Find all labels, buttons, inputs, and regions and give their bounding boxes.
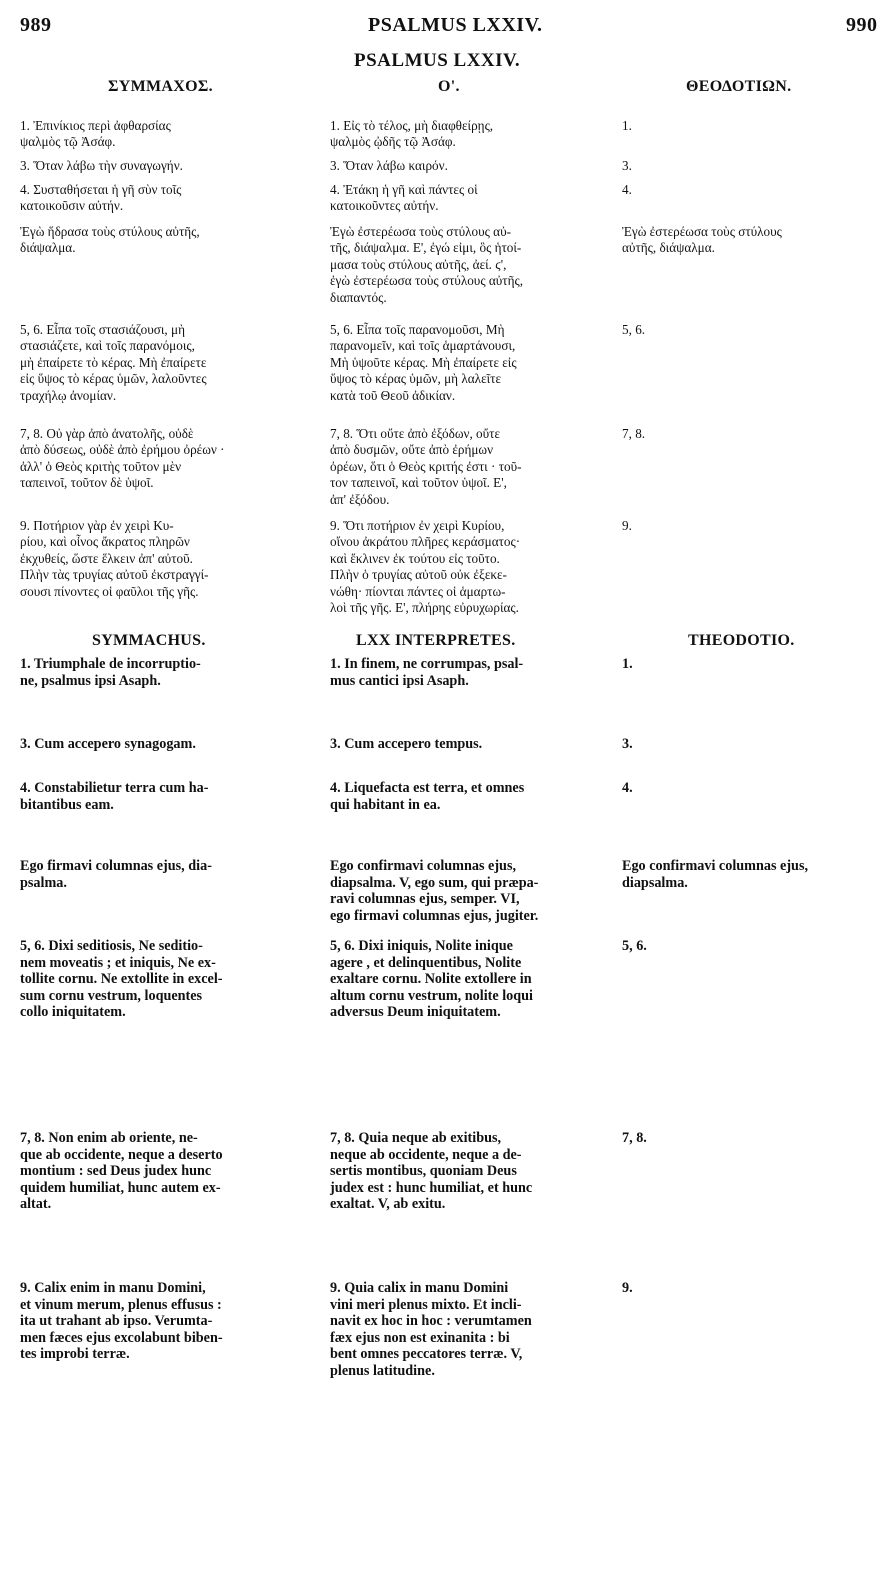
latin-lxx-verse-4: 4. Liquefacta est terra, et omnes qui habitant in ea. bbox=[330, 780, 525, 813]
greek-symmachus-diapsalma: Ἐγὼ ἥδρασα τοὺς στύλους αὐτῆς, διάψαλμα. bbox=[20, 224, 200, 256]
latin-lxx-verse-3: 3. Cum accepero tempus. bbox=[330, 736, 483, 752]
latin-symmachus-verse-1: 1. Triumphale de incorruptio- ne, psalmus ipsi Asaph. bbox=[20, 656, 201, 689]
greek-theodotion-verse-9: 9. bbox=[622, 518, 632, 533]
greek-lxx-verse-4: 4. Ἐτάκη ἡ γῆ καὶ πάντες οἱ κατοικοῦντες αὐτήν. bbox=[330, 182, 478, 214]
greek-symmachus-verse-1: 1. Ἐπινίκιος περὶ ἀφθαρσίας ψαλμὸς τῷ Ἀσάφ. bbox=[20, 118, 171, 150]
greek-symmachus-verse-3: 3. Ὅταν λάβω τὴν συναγωγήν. bbox=[20, 158, 183, 173]
page-number-left: 989 bbox=[20, 14, 52, 36]
greek-lxx-diapsalma: Ἐγὼ ἐστερέωσα τοὺς στύλους αὐ- τῆς, διάψαλμα. Ε', ἐγώ εἰμι, ὃς ἡτοί- μασα τοὺς στύλους αὐτῆς, ἀεί. ϛ', ἐγὼ ἐστερέωσα τοὺς στύλους αὐτῆς, διαπαντός. bbox=[330, 224, 524, 305]
latin-symmachus-verse-5-6: 5, 6. Dixi seditiosis, Ne seditio- nem moveatis ; et iniquis, Ne ex- tollite cornu. Ne extollite in excel- sum cornu vestrum, loquentes collo iniquitatem. bbox=[20, 938, 223, 1021]
latin-symmachus-verse-4: 4. Constabilietur terra cum ha- bitantibus eam. bbox=[20, 780, 209, 813]
latin-lxx-verse-1: 1. In finem, ne corrumpas, psal- mus cantici ipsi Asaph. bbox=[330, 656, 524, 689]
greek-symmachus-verse-7-8: 7, 8. Οὐ γὰρ ἀπὸ ἀνατολῆς, οὐδὲ ἀπὸ δύσεως, οὐδὲ ἀπὸ ἐρήμου ὀρέων · ἀλλ' ὁ Θεὸς κριτὴς τοῦτον μὲν ταπεινοῖ, τοῦτον δὲ ὑψοῖ. bbox=[20, 426, 225, 491]
latin-theodotion-verse-1: 1. bbox=[622, 656, 633, 672]
greek-lxx-verse-9: 9. Ὅτι ποτήριον ἐν χειρὶ Κυρίου, οἴνου ἀκράτου πλῆρες κεράσματος· καὶ ἔκλινεν ἐκ τούτου εἰς τοῦτο. Πλὴν ὁ τρυγίας αὐτοῦ οὐκ ἐξεκε- νώθη· πίονται πάντες οἱ ἁμαρτω- λοὶ τῆς γῆς. Ε', πλήρης εὐρυχωρίας. bbox=[330, 518, 521, 616]
latin-theodotion-verse-3: 3. bbox=[622, 736, 633, 752]
latin-symmachus-verse-3: 3. Cum accepero synagogam. bbox=[20, 736, 196, 752]
latin-header-symmachus: SYMMACHUS. bbox=[92, 632, 206, 649]
latin-lxx-verse-5-6: 5, 6. Dixi iniquis, Nolite inique agere , et delinquentibus, Nolite exaltare cornu. Nolite extollere in altum cornu vestrum, nolite loqui adversus Deum iniquitatem. bbox=[330, 938, 533, 1021]
greek-symmachus-verse-9: 9. Ποτήριον γὰρ ἐν χειρὶ Κυ- ρίου, καὶ οἶνος ἄκρατος πληρῶν ἐκχυθείς, ὥστε ἕλκειν ἀπ' αὐτοῦ. Πλὴν τὰς τρυγίας αὐτοῦ ἐκστραγγί- σουσι πίνοντες οἱ φαῦλοι τῆς γῆς. bbox=[20, 518, 209, 599]
greek-symmachus-verse-5-6: 5, 6. Εἶπα τοῖς στασιάζουσι, μὴ στασιάζετε, καὶ τοῖς παρανόμοις, μὴ ἐπαίρετε τὸ κέρας. Μὴ ἐπαίρετε εἰς ὕψος τὸ κέρας ὑμῶν, λαλοῦντες τραχήλῳ ἀνομίαν. bbox=[20, 322, 207, 403]
greek-header-lxx: Ο'. bbox=[438, 78, 460, 95]
greek-symmachus-verse-4: 4. Συσταθήσεται ἡ γῆ σὺν τοῖς κατοικοῦσιν αὐτήν. bbox=[20, 182, 182, 214]
greek-lxx-verse-7-8: 7, 8. Ὅτι οὔτε ἀπὸ ἐξόδων, οὔτε ἀπὸ δυσμῶν, οὔτε ἀπὸ ἐρήμων ὀρέων, ὅτι ὁ Θεὸς κριτής ἐστι · τοῦ- τον ταπεινοῖ, καὶ τοῦτον ὑψοῖ. Ε', ἀπ' ἐξόδου. bbox=[330, 426, 522, 507]
greek-theodotion-verse-7-8: 7, 8. bbox=[622, 426, 646, 441]
greek-theodotion-verse-1: 1. bbox=[622, 118, 632, 133]
latin-theodotion-verse-7-8: 7, 8. bbox=[622, 1130, 647, 1146]
page-number-right: 990 bbox=[846, 14, 878, 36]
latin-header-lxx: LXX INTERPRETES. bbox=[356, 632, 516, 649]
latin-theodotion-diapsalma: Ego confirmavi columnas ejus, diapsalma. bbox=[622, 858, 809, 891]
greek-header-theodotion: ΘΕΟΔΟΤΙΩΝ. bbox=[686, 78, 792, 95]
running-title: PSALMUS LXXIV. bbox=[368, 14, 543, 36]
latin-symmachus-verse-7-8: 7, 8. Non enim ab oriente, ne- que ab occidente, neque a deserto montium : sed Deus judex hunc quidem humiliat, hunc autem ex- altat. bbox=[20, 1130, 223, 1213]
latin-header-theodotion: THEODOTIO. bbox=[688, 632, 795, 649]
latin-lxx-verse-9: 9. Quia calix in manu Domini vini meri plenus mixto. Et incli- navit ex hoc in hoc : verumtamen fæx ejus non est exinanita : bi bent omnes peccatores terræ. V, plenus latitudine. bbox=[330, 1280, 532, 1379]
latin-theodotion-verse-9: 9. bbox=[622, 1280, 633, 1296]
latin-theodotion-verse-4: 4. bbox=[622, 780, 633, 796]
latin-symmachus-verse-9: 9. Calix enim in manu Domini, et vinum merum, plenus effusus : ita ut trahant ab ipso. Verumta- men fæces ejus excolabunt biben- tes improbi terræ. bbox=[20, 1280, 223, 1363]
greek-lxx-verse-3: 3. Ὅταν λάβω καιρόν. bbox=[330, 158, 448, 173]
greek-theodotion-verse-3: 3. bbox=[622, 158, 632, 173]
latin-lxx-verse-7-8: 7, 8. Quia neque ab exitibus, neque ab occidente, neque a de- sertis montibus, quoniam Deus judex est : hunc humiliat, et hunc exaltat. V, ab exitu. bbox=[330, 1130, 533, 1213]
latin-lxx-diapsalma: Ego confirmavi columnas ejus, diapsalma. V, ego sum, qui præpa- ravi columnas ejus, semper. VI, ego firmavi columnas ejus, jugiter. bbox=[330, 858, 539, 924]
greek-header-symmachus: ΣΥΜΜΑΧΟΣ. bbox=[108, 78, 213, 95]
greek-theodotion-verse-5-6: 5, 6. bbox=[622, 322, 646, 337]
psalm-title: PSALMUS LXXIV. bbox=[354, 50, 521, 71]
greek-theodotion-verse-4: 4. bbox=[622, 182, 632, 197]
greek-theodotion-diapsalma: Ἐγὼ ἐστερέωσα τοὺς στύλους αὐτῆς, διάψαλμα. bbox=[622, 224, 782, 256]
latin-theodotion-verse-5-6: 5, 6. bbox=[622, 938, 647, 954]
greek-lxx-verse-1: 1. Εἰς τὸ τέλος, μὴ διαφθείρῃς, ψαλμὸς ᾠδῆς τῷ Ἀσάφ. bbox=[330, 118, 494, 150]
latin-symmachus-diapsalma: Ego firmavi columnas ejus, dia- psalma. bbox=[20, 858, 212, 891]
greek-lxx-verse-5-6: 5, 6. Εἶπα τοῖς παρανομοῦσι, Μὴ παρανομεῖν, καὶ τοῖς ἁμαρτάνουσι, Μὴ ὑψοῦτε κέρας. Μὴ ἐπαίρετε εἰς ὕψος τὸ κέρας ὑμῶν, μὴ λαλεῖτε κατὰ τοῦ Θεοῦ ἀδικίαν. bbox=[330, 322, 517, 403]
